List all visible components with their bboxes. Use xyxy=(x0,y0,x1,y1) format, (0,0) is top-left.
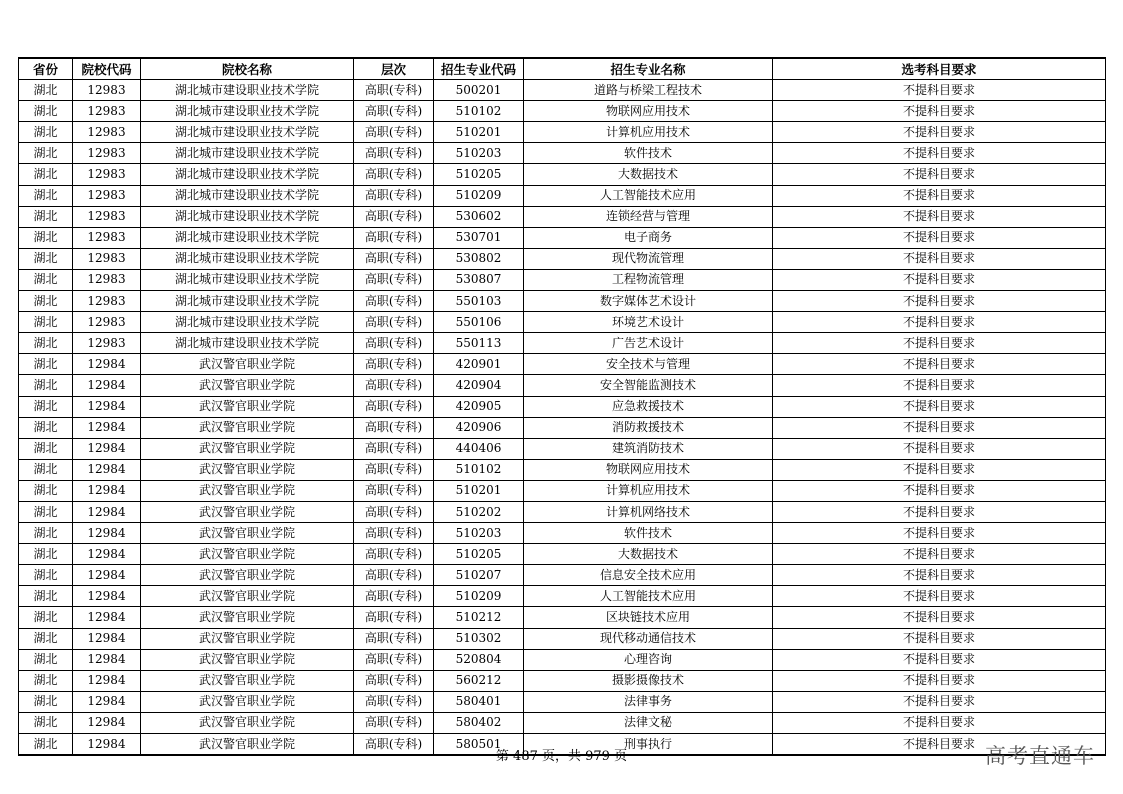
cell-level: 高职(专科) xyxy=(354,712,434,733)
cell-major-code: 520804 xyxy=(434,649,524,670)
table-row xyxy=(19,523,1106,544)
cell-subject-requirement: 不提科目要求 xyxy=(773,417,1106,438)
header-subject-requirement: 选考科目要求 xyxy=(773,58,1106,80)
cell-major-name: 信息安全技术应用 xyxy=(524,565,773,586)
cell-major-name: 安全技术与管理 xyxy=(524,354,773,375)
cell-province: 湖北 xyxy=(19,712,73,733)
cell-level: 高职(专科) xyxy=(354,734,434,756)
cell-school-name: 武汉警官职业学院 xyxy=(141,523,354,544)
cell-major-name: 安全智能监测技术 xyxy=(524,375,773,396)
cell-level: 高职(专科) xyxy=(354,480,434,501)
table-row xyxy=(19,164,1106,185)
cell-level: 高职(专科) xyxy=(354,396,434,417)
cell-subject-requirement: 不提科目要求 xyxy=(773,143,1106,164)
table-body xyxy=(19,80,1106,756)
cell-school-code: 12984 xyxy=(73,565,141,586)
cell-major-code: 510102 xyxy=(434,101,524,122)
cell-subject-requirement: 不提科目要求 xyxy=(773,375,1106,396)
cell-province: 湖北 xyxy=(19,480,73,501)
cell-major-name: 环境艺术设计 xyxy=(524,312,773,333)
cell-school-name: 武汉警官职业学院 xyxy=(141,670,354,691)
cell-province: 湖北 xyxy=(19,185,73,206)
table-row xyxy=(19,544,1106,565)
cell-level: 高职(专科) xyxy=(354,565,434,586)
cell-school-code: 12984 xyxy=(73,501,141,522)
cell-major-name: 法律文秘 xyxy=(524,712,773,733)
cell-school-name: 武汉警官职业学院 xyxy=(141,544,354,565)
cell-school-name: 武汉警官职业学院 xyxy=(141,375,354,396)
cell-level: 高职(专科) xyxy=(354,122,434,143)
cell-province: 湖北 xyxy=(19,670,73,691)
cell-province: 湖北 xyxy=(19,649,73,670)
cell-level: 高职(专科) xyxy=(354,375,434,396)
cell-major-code: 530701 xyxy=(434,227,524,248)
cell-school-code: 12983 xyxy=(73,269,141,290)
cell-province: 湖北 xyxy=(19,734,73,756)
table-row xyxy=(19,691,1106,712)
admissions-table-container xyxy=(18,57,1106,756)
cell-subject-requirement: 不提科目要求 xyxy=(773,649,1106,670)
cell-province: 湖北 xyxy=(19,459,73,480)
cell-level: 高职(专科) xyxy=(354,607,434,628)
cell-school-code: 12983 xyxy=(73,122,141,143)
cell-major-code: 500201 xyxy=(434,80,524,101)
table-row xyxy=(19,501,1106,522)
cell-subject-requirement: 不提科目要求 xyxy=(773,101,1106,122)
cell-major-name: 物联网应用技术 xyxy=(524,459,773,480)
cell-school-code: 12984 xyxy=(73,670,141,691)
cell-subject-requirement: 不提科目要求 xyxy=(773,607,1106,628)
cell-province: 湖北 xyxy=(19,122,73,143)
cell-school-name: 湖北城市建设职业技术学院 xyxy=(141,333,354,354)
cell-subject-requirement: 不提科目要求 xyxy=(773,396,1106,417)
table-row xyxy=(19,122,1106,143)
cell-level: 高职(专科) xyxy=(354,586,434,607)
cell-province: 湖北 xyxy=(19,143,73,164)
cell-level: 高职(专科) xyxy=(354,269,434,290)
table-row xyxy=(19,628,1106,649)
cell-subject-requirement: 不提科目要求 xyxy=(773,122,1106,143)
cell-subject-requirement: 不提科目要求 xyxy=(773,438,1106,459)
watermark-logo-text: 高考直通车 xyxy=(985,744,1095,768)
cell-school-code: 12984 xyxy=(73,544,141,565)
cell-major-name: 计算机应用技术 xyxy=(524,480,773,501)
cell-school-code: 12983 xyxy=(73,312,141,333)
cell-province: 湖北 xyxy=(19,396,73,417)
cell-level: 高职(专科) xyxy=(354,227,434,248)
cell-subject-requirement: 不提科目要求 xyxy=(773,565,1106,586)
cell-province: 湖北 xyxy=(19,248,73,269)
cell-major-name: 建筑消防技术 xyxy=(524,438,773,459)
cell-major-name: 道路与桥梁工程技术 xyxy=(524,80,773,101)
cell-major-code: 510203 xyxy=(434,143,524,164)
cell-school-name: 湖北城市建设职业技术学院 xyxy=(141,80,354,101)
cell-level: 高职(专科) xyxy=(354,333,434,354)
cell-school-code: 12984 xyxy=(73,438,141,459)
cell-subject-requirement: 不提科目要求 xyxy=(773,312,1106,333)
cell-subject-requirement: 不提科目要求 xyxy=(773,185,1106,206)
table-row xyxy=(19,565,1106,586)
table-header-row xyxy=(19,58,1106,80)
cell-major-code: 580501 xyxy=(434,734,524,756)
cell-subject-requirement: 不提科目要求 xyxy=(773,459,1106,480)
cell-level: 高职(专科) xyxy=(354,185,434,206)
cell-subject-requirement: 不提科目要求 xyxy=(773,269,1106,290)
cell-major-name: 物联网应用技术 xyxy=(524,101,773,122)
cell-subject-requirement: 不提科目要求 xyxy=(773,227,1106,248)
cell-major-code: 510201 xyxy=(434,480,524,501)
cell-major-name: 电子商务 xyxy=(524,227,773,248)
cell-school-name: 湖北城市建设职业技术学院 xyxy=(141,269,354,290)
cell-province: 湖北 xyxy=(19,312,73,333)
cell-major-name: 数字媒体艺术设计 xyxy=(524,291,773,312)
cell-major-name: 计算机应用技术 xyxy=(524,122,773,143)
cell-major-code: 420905 xyxy=(434,396,524,417)
cell-school-code: 12984 xyxy=(73,375,141,396)
cell-major-code: 530807 xyxy=(434,269,524,290)
cell-major-code: 510102 xyxy=(434,459,524,480)
cell-major-code: 580402 xyxy=(434,712,524,733)
table-row xyxy=(19,459,1106,480)
header-major-code: 招生专业代码 xyxy=(434,58,524,80)
cell-subject-requirement: 不提科目要求 xyxy=(773,691,1106,712)
cell-major-code: 510212 xyxy=(434,607,524,628)
table-row xyxy=(19,227,1106,248)
table-row xyxy=(19,670,1106,691)
cell-school-name: 武汉警官职业学院 xyxy=(141,565,354,586)
cell-major-code: 550113 xyxy=(434,333,524,354)
cell-major-code: 510207 xyxy=(434,565,524,586)
cell-major-code: 420904 xyxy=(434,375,524,396)
cell-level: 高职(专科) xyxy=(354,248,434,269)
cell-level: 高职(专科) xyxy=(354,501,434,522)
cell-school-name: 湖北城市建设职业技术学院 xyxy=(141,312,354,333)
cell-subject-requirement: 不提科目要求 xyxy=(773,734,1106,756)
cell-province: 湖北 xyxy=(19,206,73,227)
cell-major-name: 广告艺术设计 xyxy=(524,333,773,354)
table-row xyxy=(19,185,1106,206)
header-major-name: 招生专业名称 xyxy=(524,58,773,80)
cell-school-code: 12984 xyxy=(73,480,141,501)
cell-major-code: 420901 xyxy=(434,354,524,375)
cell-school-name: 湖北城市建设职业技术学院 xyxy=(141,164,354,185)
cell-level: 高职(专科) xyxy=(354,438,434,459)
table-row xyxy=(19,101,1106,122)
cell-province: 湖北 xyxy=(19,501,73,522)
cell-school-code: 12984 xyxy=(73,712,141,733)
header-province: 省份 xyxy=(19,58,73,80)
cell-school-code: 12984 xyxy=(73,691,141,712)
cell-major-name: 现代移动通信技术 xyxy=(524,628,773,649)
cell-school-code: 12983 xyxy=(73,185,141,206)
header-level: 层次 xyxy=(354,58,434,80)
cell-major-name: 工程物流管理 xyxy=(524,269,773,290)
cell-level: 高职(专科) xyxy=(354,691,434,712)
cell-school-name: 湖北城市建设职业技术学院 xyxy=(141,143,354,164)
cell-school-code: 12984 xyxy=(73,417,141,438)
cell-school-code: 12983 xyxy=(73,206,141,227)
cell-subject-requirement: 不提科目要求 xyxy=(773,670,1106,691)
cell-major-name: 大数据技术 xyxy=(524,544,773,565)
cell-subject-requirement: 不提科目要求 xyxy=(773,501,1106,522)
cell-major-code: 510202 xyxy=(434,501,524,522)
cell-school-name: 武汉警官职业学院 xyxy=(141,459,354,480)
cell-major-name: 摄影摄像技术 xyxy=(524,670,773,691)
cell-province: 湖北 xyxy=(19,523,73,544)
cell-school-name: 武汉警官职业学院 xyxy=(141,396,354,417)
page-number: 第 487 页，共 979 页 xyxy=(495,749,628,764)
cell-major-code: 560212 xyxy=(434,670,524,691)
cell-level: 高职(专科) xyxy=(354,417,434,438)
cell-school-code: 12983 xyxy=(73,333,141,354)
cell-major-name: 现代物流管理 xyxy=(524,248,773,269)
cell-major-code: 550103 xyxy=(434,291,524,312)
cell-school-name: 武汉警官职业学院 xyxy=(141,628,354,649)
cell-province: 湖北 xyxy=(19,691,73,712)
header-school-code: 院校代码 xyxy=(73,58,141,80)
cell-province: 湖北 xyxy=(19,544,73,565)
cell-major-code: 580401 xyxy=(434,691,524,712)
table-row xyxy=(19,80,1106,101)
cell-province: 湖北 xyxy=(19,565,73,586)
cell-major-name: 连锁经营与管理 xyxy=(524,206,773,227)
cell-level: 高职(专科) xyxy=(354,544,434,565)
cell-school-code: 12984 xyxy=(73,586,141,607)
cell-major-code: 510209 xyxy=(434,185,524,206)
cell-subject-requirement: 不提科目要求 xyxy=(773,712,1106,733)
cell-province: 湖北 xyxy=(19,354,73,375)
cell-province: 湖北 xyxy=(19,438,73,459)
cell-school-code: 12984 xyxy=(73,396,141,417)
cell-school-name: 武汉警官职业学院 xyxy=(141,712,354,733)
cell-level: 高职(专科) xyxy=(354,459,434,480)
cell-level: 高职(专科) xyxy=(354,206,434,227)
cell-major-code: 530602 xyxy=(434,206,524,227)
cell-school-code: 12983 xyxy=(73,227,141,248)
table-row xyxy=(19,354,1106,375)
cell-level: 高职(专科) xyxy=(354,80,434,101)
cell-major-code: 510205 xyxy=(434,544,524,565)
cell-subject-requirement: 不提科目要求 xyxy=(773,164,1106,185)
cell-school-name: 武汉警官职业学院 xyxy=(141,586,354,607)
cell-subject-requirement: 不提科目要求 xyxy=(773,480,1106,501)
cell-major-name: 刑事执行 xyxy=(524,734,773,756)
cell-province: 湖北 xyxy=(19,333,73,354)
cell-school-name: 武汉警官职业学院 xyxy=(141,734,354,756)
cell-subject-requirement: 不提科目要求 xyxy=(773,544,1106,565)
header-school-name: 院校名称 xyxy=(141,58,354,80)
cell-school-code: 12984 xyxy=(73,628,141,649)
cell-major-name: 法律事务 xyxy=(524,691,773,712)
table-row xyxy=(19,649,1106,670)
cell-province: 湖北 xyxy=(19,291,73,312)
cell-level: 高职(专科) xyxy=(354,164,434,185)
cell-level: 高职(专科) xyxy=(354,101,434,122)
cell-school-code: 12984 xyxy=(73,649,141,670)
cell-school-code: 12983 xyxy=(73,291,141,312)
cell-school-code: 12984 xyxy=(73,734,141,756)
table-row xyxy=(19,143,1106,164)
table-row xyxy=(19,438,1106,459)
cell-school-name: 湖北城市建设职业技术学院 xyxy=(141,248,354,269)
cell-subject-requirement: 不提科目要求 xyxy=(773,291,1106,312)
table-row xyxy=(19,396,1106,417)
cell-major-name: 消防救援技术 xyxy=(524,417,773,438)
cell-subject-requirement: 不提科目要求 xyxy=(773,248,1106,269)
cell-school-name: 湖北城市建设职业技术学院 xyxy=(141,185,354,206)
cell-school-name: 湖北城市建设职业技术学院 xyxy=(141,101,354,122)
cell-major-code: 510209 xyxy=(434,586,524,607)
cell-province: 湖北 xyxy=(19,607,73,628)
table-row xyxy=(19,291,1106,312)
table-row xyxy=(19,417,1106,438)
table-row xyxy=(19,712,1106,733)
table-row xyxy=(19,248,1106,269)
cell-major-code: 550106 xyxy=(434,312,524,333)
table-row xyxy=(19,269,1106,290)
cell-major-name: 心理咨询 xyxy=(524,649,773,670)
cell-province: 湖北 xyxy=(19,80,73,101)
cell-school-code: 12984 xyxy=(73,459,141,480)
cell-school-name: 武汉警官职业学院 xyxy=(141,354,354,375)
cell-school-code: 12983 xyxy=(73,101,141,122)
cell-province: 湖北 xyxy=(19,101,73,122)
cell-school-name: 武汉警官职业学院 xyxy=(141,417,354,438)
cell-major-name: 软件技术 xyxy=(524,143,773,164)
cell-province: 湖北 xyxy=(19,227,73,248)
cell-subject-requirement: 不提科目要求 xyxy=(773,586,1106,607)
cell-school-name: 湖北城市建设职业技术学院 xyxy=(141,206,354,227)
cell-school-name: 武汉警官职业学院 xyxy=(141,607,354,628)
cell-school-name: 武汉警官职业学院 xyxy=(141,501,354,522)
cell-school-code: 12984 xyxy=(73,523,141,544)
cell-province: 湖北 xyxy=(19,586,73,607)
cell-level: 高职(专科) xyxy=(354,628,434,649)
cell-level: 高职(专科) xyxy=(354,649,434,670)
cell-subject-requirement: 不提科目要求 xyxy=(773,333,1106,354)
cell-subject-requirement: 不提科目要求 xyxy=(773,206,1106,227)
cell-province: 湖北 xyxy=(19,417,73,438)
cell-major-name: 大数据技术 xyxy=(524,164,773,185)
cell-major-code: 440406 xyxy=(434,438,524,459)
cell-level: 高职(专科) xyxy=(354,312,434,333)
cell-province: 湖北 xyxy=(19,628,73,649)
cell-school-code: 12983 xyxy=(73,80,141,101)
cell-level: 高职(专科) xyxy=(354,670,434,691)
cell-major-name: 人工智能技术应用 xyxy=(524,185,773,206)
cell-major-name: 软件技术 xyxy=(524,523,773,544)
cell-school-code: 12983 xyxy=(73,143,141,164)
cell-level: 高职(专科) xyxy=(354,143,434,164)
cell-school-code: 12984 xyxy=(73,354,141,375)
table-row xyxy=(19,333,1106,354)
cell-school-name: 武汉警官职业学院 xyxy=(141,480,354,501)
cell-school-code: 12984 xyxy=(73,607,141,628)
cell-major-name: 人工智能技术应用 xyxy=(524,586,773,607)
table-row xyxy=(19,206,1106,227)
cell-subject-requirement: 不提科目要求 xyxy=(773,354,1106,375)
cell-province: 湖北 xyxy=(19,269,73,290)
table-row xyxy=(19,607,1106,628)
cell-major-code: 510302 xyxy=(434,628,524,649)
cell-major-code: 510203 xyxy=(434,523,524,544)
cell-level: 高职(专科) xyxy=(354,291,434,312)
table-row xyxy=(19,375,1106,396)
cell-school-code: 12983 xyxy=(73,164,141,185)
cell-level: 高职(专科) xyxy=(354,354,434,375)
table-row xyxy=(19,586,1106,607)
cell-major-code: 510201 xyxy=(434,122,524,143)
cell-province: 湖北 xyxy=(19,375,73,396)
table-row xyxy=(19,480,1106,501)
cell-school-name: 武汉警官职业学院 xyxy=(141,649,354,670)
cell-major-name: 应急救援技术 xyxy=(524,396,773,417)
cell-school-name: 湖北城市建设职业技术学院 xyxy=(141,291,354,312)
cell-subject-requirement: 不提科目要求 xyxy=(773,628,1106,649)
cell-major-name: 计算机网络技术 xyxy=(524,501,773,522)
cell-school-name: 湖北城市建设职业技术学院 xyxy=(141,227,354,248)
cell-major-name: 区块链技术应用 xyxy=(524,607,773,628)
cell-subject-requirement: 不提科目要求 xyxy=(773,80,1106,101)
cell-school-name: 湖北城市建设职业技术学院 xyxy=(141,122,354,143)
admissions-table xyxy=(18,57,1106,756)
cell-school-name: 武汉警官职业学院 xyxy=(141,438,354,459)
cell-subject-requirement: 不提科目要求 xyxy=(773,523,1106,544)
cell-school-code: 12983 xyxy=(73,248,141,269)
cell-province: 湖北 xyxy=(19,164,73,185)
cell-major-code: 510205 xyxy=(434,164,524,185)
table-row xyxy=(19,312,1106,333)
cell-major-code: 420906 xyxy=(434,417,524,438)
cell-level: 高职(专科) xyxy=(354,523,434,544)
cell-major-code: 530802 xyxy=(434,248,524,269)
cell-school-name: 武汉警官职业学院 xyxy=(141,691,354,712)
